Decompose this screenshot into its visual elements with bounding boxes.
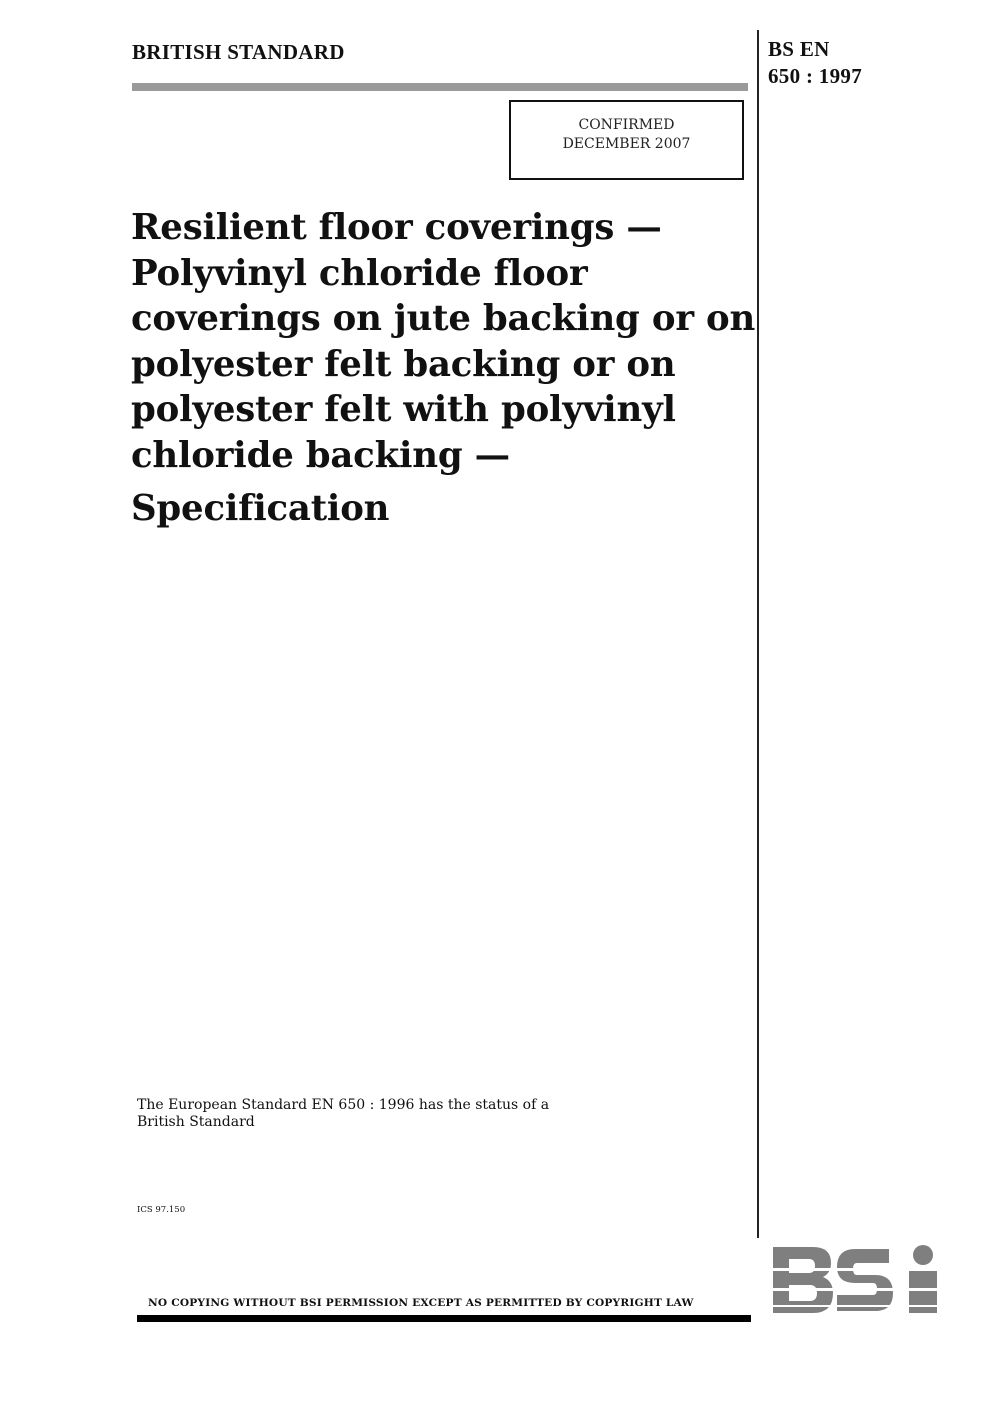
standard-number-line1: BS EN	[768, 37, 830, 61]
status-note-line1: The European Standard EN 650 : 1996 has the status of a	[137, 1097, 550, 1113]
header-rule	[132, 83, 748, 91]
title-line: Polyvinyl chloride floor	[131, 252, 588, 294]
title-line: chloride backing —	[131, 434, 510, 476]
standard-number	[768, 36, 862, 90]
title-line: polyester felt with polyvinyl	[131, 389, 676, 430]
bsi-logo-icon	[773, 1243, 949, 1327]
standard-number-line2: 650 : 1997	[768, 64, 862, 88]
vertical-divider	[757, 30, 759, 1238]
copyright-notice: NO COPYING WITHOUT BSI PERMISSION EXCEPT AS PERMITTED BY COPYRIGHT LAW	[148, 1297, 694, 1309]
document-series: BRITISH STANDARD	[132, 40, 345, 64]
title-line: coverings on jute backing or on	[131, 298, 756, 339]
confirmation-stamp	[509, 100, 744, 180]
document-title	[131, 205, 756, 532]
title-line: Resilient floor coverings —	[131, 207, 662, 248]
ics-code: ICS 97.150	[137, 1205, 186, 1215]
confirmation-line2: DECEMBER 2007	[562, 136, 691, 152]
status-note-line2: British Standard	[137, 1114, 255, 1130]
confirmation-line1: CONFIRMED	[578, 117, 675, 133]
bsi-logo-graphic	[773, 1243, 949, 1323]
title-specification: Specification	[131, 488, 390, 529]
title-line: polyester felt backing or on	[131, 343, 676, 385]
status-note	[137, 1097, 549, 1131]
footer-rule	[137, 1315, 751, 1322]
